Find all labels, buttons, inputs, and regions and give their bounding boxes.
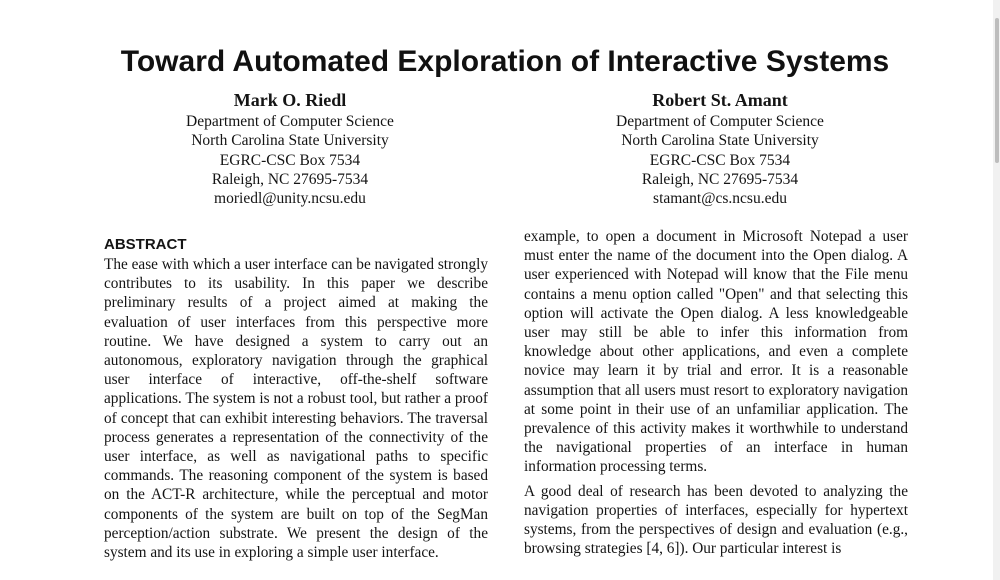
author-university: North Carolina State University (191, 132, 389, 150)
author-box: EGRC-CSC Box 7534 (649, 151, 791, 169)
body-paragraph: A good deal of research has been devoted to analyzing the navigation properties of interfaces, especially for hypertext systems, from the perspectives of design and evaluation (e.g., browsing strategies [4, 6]). Our particular interest is (524, 482, 908, 558)
author-university: North Carolina State University (621, 132, 819, 150)
body-paragraph: example, to open a document in Microsoft Notepad a user must enter the name of the document into the Open dialog. A user experienced with Notepad will know that the File menu contains a menu option called "Open" and that selecting this option will activate the Open dialog. A less knowledgeable user may still be able to infer this information from knowledge about other applications, and even a complete novice may learn it by trial and error. It is a reasonable assumption that all users must resort to exploratory navigation at some point in their use of an unfamiliar application. The prevalence of this activity makes it worthwhile to understand the navigational properties of an interface in human information processing terms. (524, 228, 908, 476)
author-email: moriedl@unity.ncsu.edu (214, 190, 366, 208)
vertical-scrollbar[interactable] (993, 0, 1000, 580)
author-email: stamant@cs.ncsu.edu (653, 190, 787, 208)
author-box: EGRC-CSC Box 7534 (219, 151, 361, 169)
author-city: Raleigh, NC 27695-7534 (641, 170, 799, 188)
author-city: Raleigh, NC 27695-7534 (211, 170, 369, 188)
author-name: Mark O. Riedl (233, 90, 347, 110)
author-department: Department of Computer Science (616, 113, 824, 130)
author-name: Robert St. Amant (652, 90, 788, 110)
author-department: Department of Computer Science (186, 113, 394, 130)
right-column (524, 227, 908, 558)
scrollbar-thumb[interactable] (995, 18, 999, 163)
abstract-heading: ABSTRACT (104, 236, 187, 253)
paper-title: Toward Automated Exploration of Interactive Systems (120, 45, 890, 78)
author-block-st-amant (580, 88, 860, 208)
author-block-riedl (150, 88, 430, 208)
abstract-column (104, 255, 488, 562)
abstract-text: The ease with which a user interface can be navigated strongly contributes to its usability. In this paper we describe preliminary results of a project aimed at making the evaluation of user interfaces from this perspective more routine. We have designed a system to carry out an autonomous, exploratory navigation through the graphical user interface of interactive, off-the-shelf software applications. The system is not a robust tool, but rather a proof of concept that can exhibit interesting behaviors. The traversal process generates a representation of the connectivity of the user interface, as well as navigational paths to specific commands. The reasoning component of the system is based on the ACT-R architecture, while the perceptual and motor components of the system are built on top of the SegMan perception/action substrate. We present the design of the system and its use in exploring a simple user interface. (104, 256, 488, 562)
